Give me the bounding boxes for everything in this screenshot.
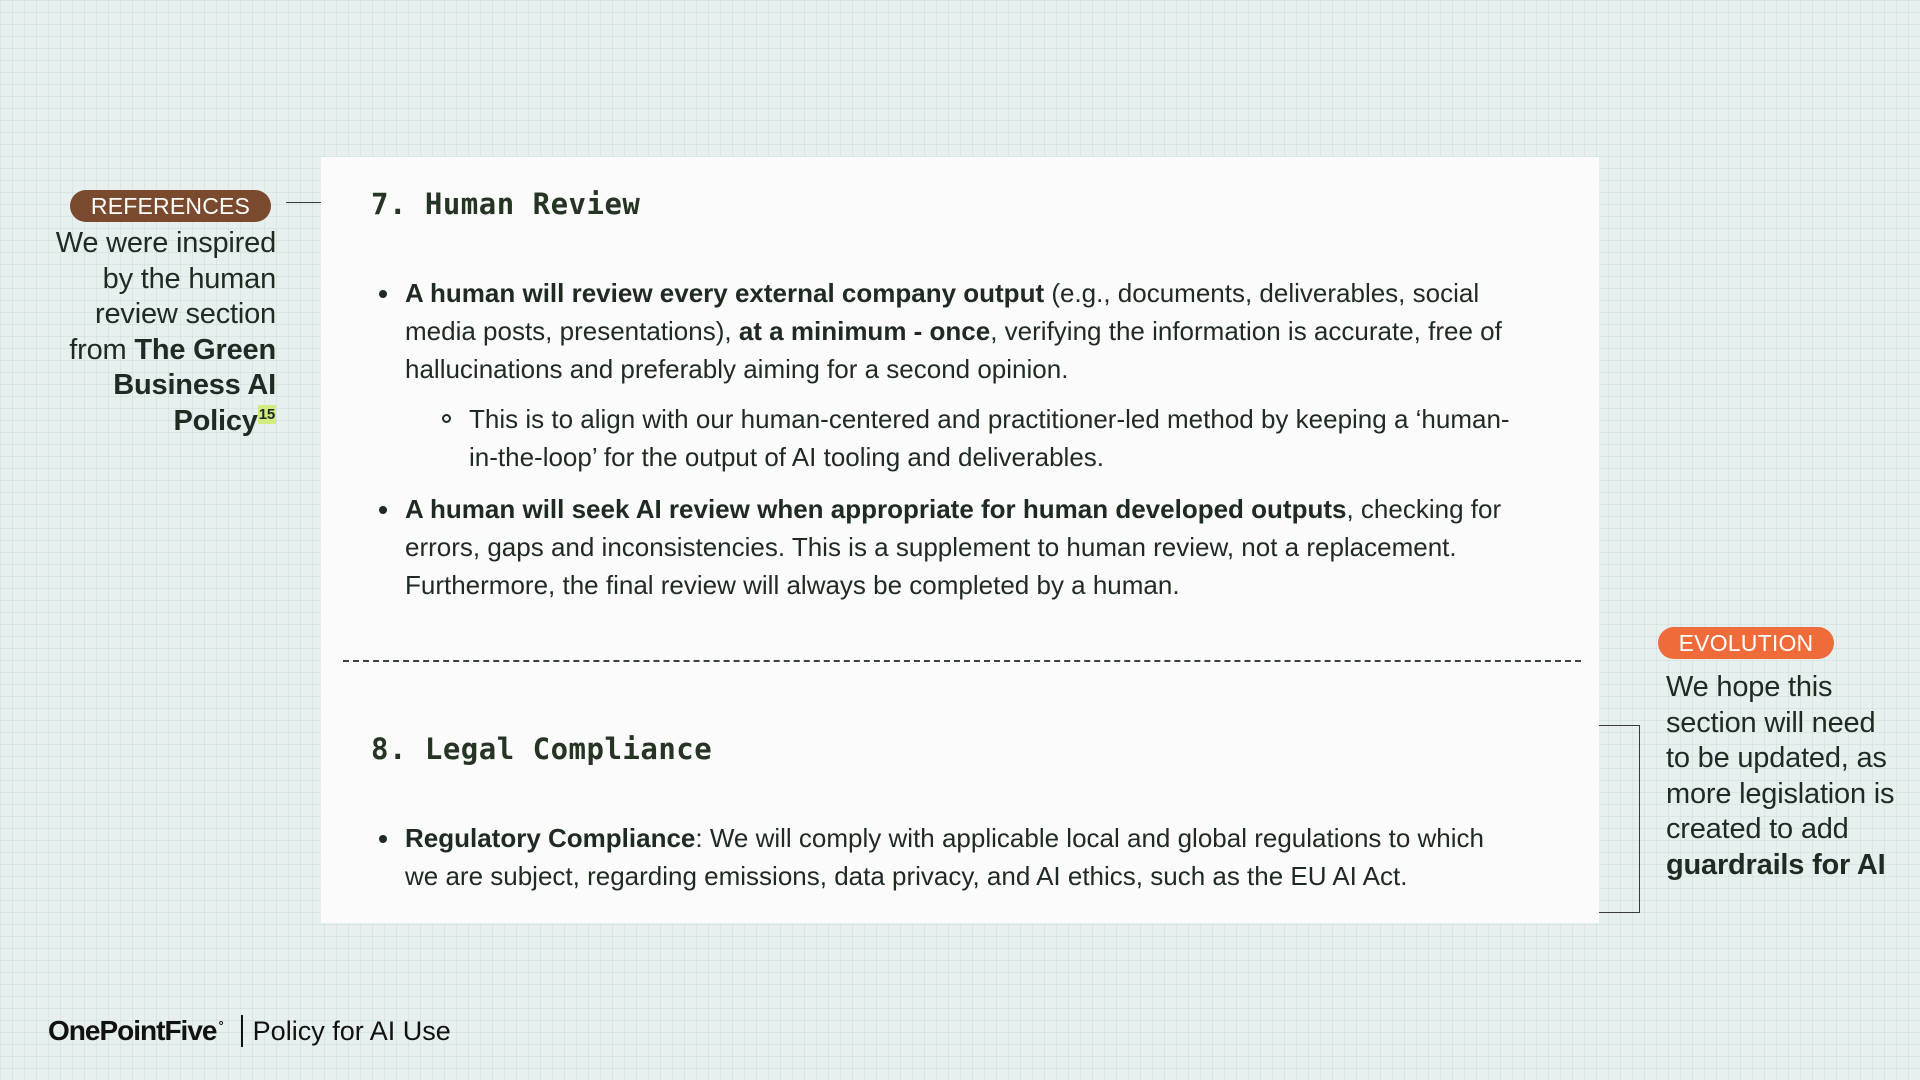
section-8-heading: 8. Legal Compliance xyxy=(371,732,713,766)
bullet-text: , checking for errors, gaps and inconsistencies. This is a supplement to human review, not a replacement. Furthermore, the final review will always be completed by a human. xyxy=(405,494,1502,600)
footnote-marker[interactable]: 15 xyxy=(258,405,275,423)
section-8-bullets xyxy=(371,819,1511,909)
onepointfive-logo xyxy=(48,1015,223,1047)
bullet-text: (e.g., documents, deliverables, social media posts, presentations), xyxy=(405,278,1480,346)
bullet-human-review xyxy=(371,274,1511,476)
footer xyxy=(48,1013,451,1049)
references-source-title: The Green Business AI Policy xyxy=(113,333,276,437)
bullet-text: : We will comply with applicable local and global regulations to which we are subject, regarding emissions, data privacy, and AI ethics, such as the EU AI Act. xyxy=(405,823,1485,891)
section-7-heading: 7. Human Review xyxy=(371,187,641,221)
sub-bullets xyxy=(405,400,1511,476)
references-note-text: We were inspired by the human review section from xyxy=(55,227,276,366)
sub-bullet-human-in-the-loop: This is to align with our human-centered and practitioner-led method by keeping a ‘human-in-the-loop’ for the output of AI tooling and deliverables. xyxy=(405,400,1511,476)
bullet-bold: A human will seek AI review when appropriate for human developed outputs xyxy=(405,494,1347,524)
bullet-bold: A human will review every external company output xyxy=(405,278,1045,308)
references-badge: REFERENCES xyxy=(70,190,271,222)
bullet-bold: at a minimum - once xyxy=(738,316,991,346)
bullet-text: , verifying the information is accurate, free of hallucinations and preferably aiming for a second opinion. xyxy=(405,316,1502,384)
evolution-bracket xyxy=(1599,725,1640,913)
footer-separator xyxy=(241,1015,243,1047)
footer-document-title: Policy for AI Use xyxy=(252,1015,451,1046)
bullet-bold: Regulatory Compliance xyxy=(405,823,696,853)
references-note xyxy=(52,226,276,439)
evolution-note-bold: guardrails for AI xyxy=(1666,848,1886,881)
section-divider xyxy=(343,660,1581,662)
evolution-note xyxy=(1666,670,1896,883)
section-7-bullets xyxy=(371,274,1511,618)
logo-text: OnePointFive xyxy=(48,1015,217,1046)
logo-degree-mark: ° xyxy=(218,1017,223,1033)
evolution-note-text: We hope this section will need to be updated, as more legislation is created to add xyxy=(1666,671,1895,845)
policy-document-panel xyxy=(321,157,1599,923)
bullet-ai-review xyxy=(371,490,1511,604)
bullet-regulatory-compliance xyxy=(371,819,1511,895)
evolution-badge: EVOLUTION xyxy=(1658,627,1834,659)
